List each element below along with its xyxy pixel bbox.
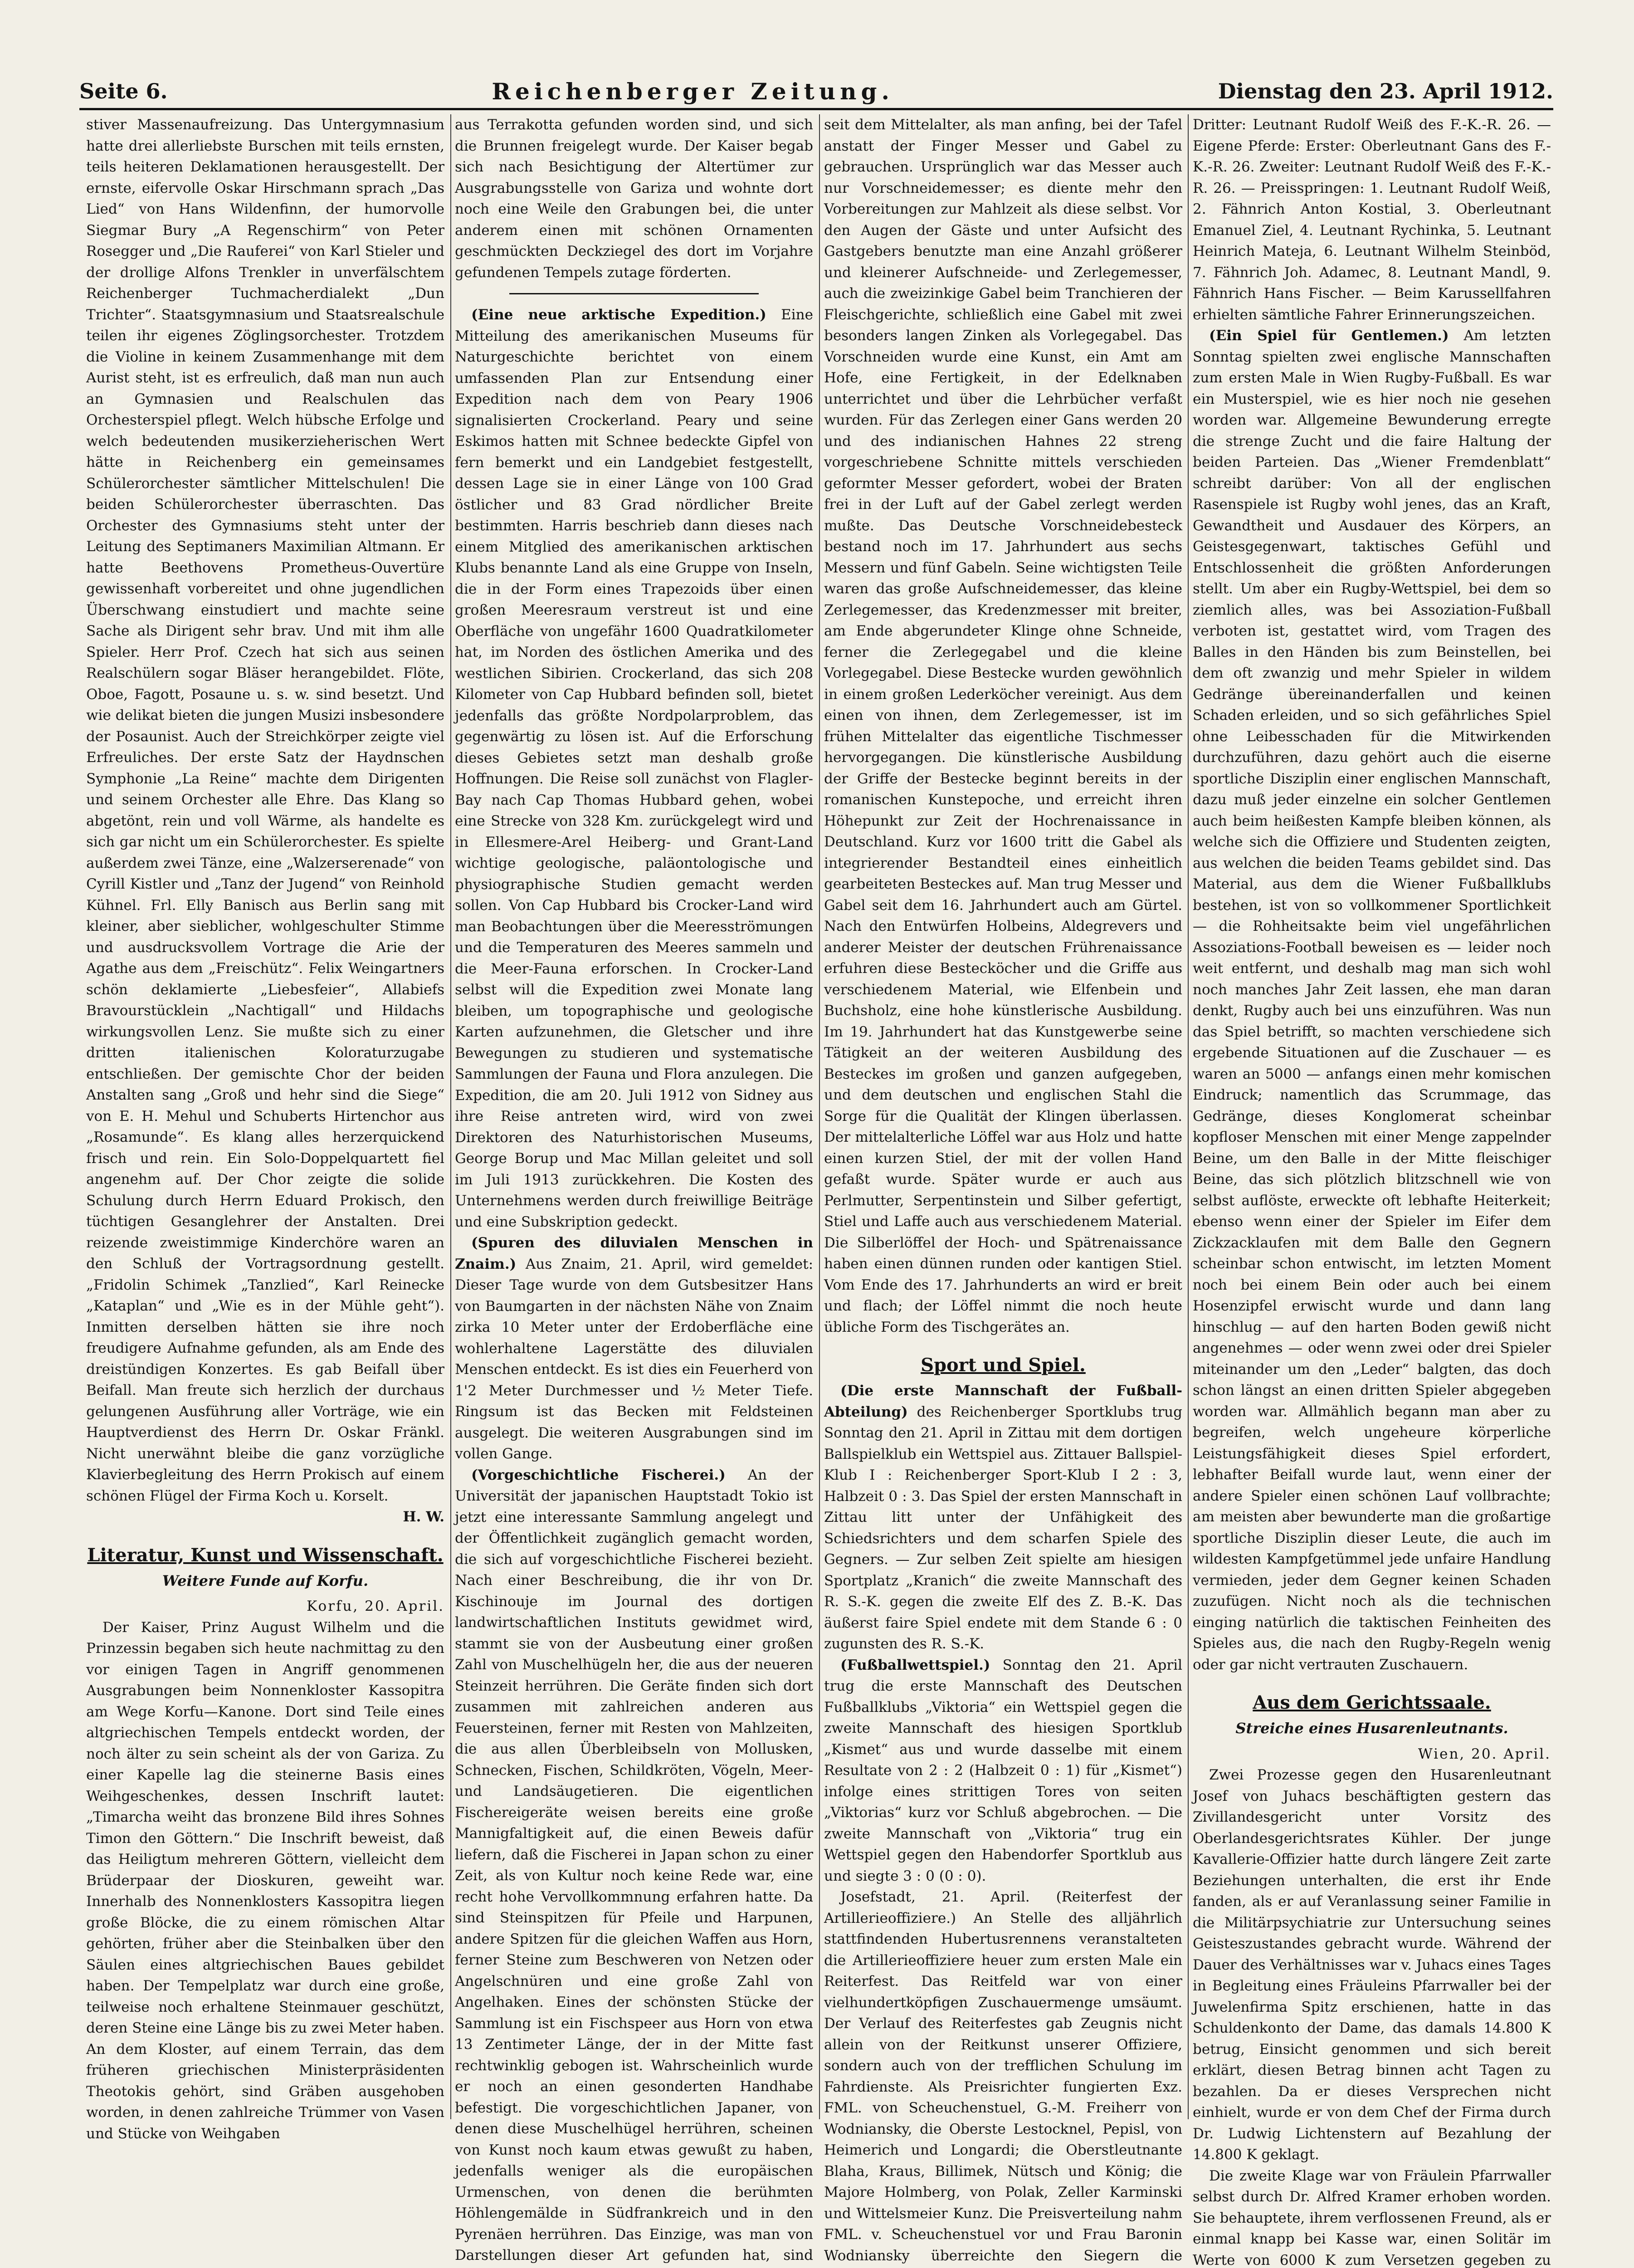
column-1 (86, 114, 444, 2119)
article-headline: (Spuren des diluvialen Menschen in Znaim.) (455, 1235, 813, 1272)
article-signature: H. W. (86, 1506, 444, 1528)
page-header (79, 77, 1553, 105)
separator-rule (509, 293, 759, 294)
article-headline: (Die erste Mannschaft der Fußball-Abteilung) (824, 1383, 1182, 1420)
column-divider (450, 114, 451, 2119)
article-headline: (Fußballwettspiel.) (840, 1657, 990, 1673)
article-text: Josefstadt, 21. April. (Reiterfest der Artillerieoffiziere.) An Stelle des alljährlich stattfindenden Hubertusrennens veranstalteten die Artillerieoffiziere heuer zum ersten Male ein Reiterfest. Das Reitfeld war von einer vielhundertköpfigen Zuschauermenge umsäumt. Der Verlauf des Reiterfestes gab Zeugnis nicht allein von der Reitkunst unserer Offiziere, sondern auch von der trefflichen Schulung im Fahrdienste. Als Preisrichter fungierten Exz. FML. von Scheuchenstuel, G.-M. Freiherr von Wodniansky, die Oberste Lestocknel, Pepisl, von Heimerich und Longardi; die Oberstleutnante Blaha, Kraus, Billimek, Nütsch und König; die Majore Holmberg, von Polak, Zeller Karminski und Wittelsmeier Kunz. Die Preisverteilung nahm FML. v. Scheuchenstuel vor und Frau Baronin Wodniansky überreichte den Siegern die (824, 1887, 1182, 2268)
article-text: seit dem Mittelalter, als man anfing, bei der Tafel anstatt der Finger Messer und Gabel zu gebrauchen. Ursprünglich war das Messer auch nur Vorschneidemesser; es diente mehr den Vorbereitungen zur Mahlzeit als diese selbst. Vor den Augen der Gäste und unter Aufsicht des Gastgebers benutzte man eine Anzahl größerer und kleinerer Aufschneide- und Zerlegemesser, auch die zweizinkige Gabel beim Tranchieren der Fleischgerichte, schließlich eine Gabel mit zwei besonders langen Zinken als Vorlegegabel. Das Vorschneiden wurde eine Kunst, ein Amt am Hofe, eine Fertigkeit, in der Edelknaben unterrichtet und über die Lehrbücher verfaßt wurden. Für das Zerlegen einer Gans werden 20 und des indianischen Hahnes 22 streng vorgeschriebene Schnitte mittels verschieden geformter Messer gefordert, wobei der Braten frei in der Luft auf der Gabel zerlegt werden mußte. Das Deutsche Vorschneidebesteck bestand noch im 17. Jahrhundert aus sechs Messern und fünf Gabeln. Seine wichtigsten Teile waren das große Aufschneidemesser, das kleine Zerlegemesser, das Kredenzmesser mit breiter, am Ende abgerundeter Klinge ohne Schneide, ferner die Zerlegegabel und die kleine Vorlegegabel. Diese Bestecke wurden gewöhnlich in einem großen Lederköcher vereinigt. Aus dem einen von ihnen, dem Zerlegemesser, ist im frühen Mittelalter das eigentliche Tischmesser hervorgegangen. Die künstlerische Ausbildung der Griffe der Bestecke beginnt bereits in der romanischen Kunstepoche, und erreicht ihren Höhepunkt zur Zeit der Hochrenaissance in Deutschland. Kurz vor 1600 tritt die Gabel als integrierender Bestandteil eines einheitlich gearbeiteten Besteckes auf. Man trug Messer und Gabel seit dem 16. Jahrhundert auch am Gürtel. Nach den Entwürfen Holbeins, Aldegrevers und anderer Meister der deutschen Frührenaissance erfuhren diese Bestecköcher und die Griffe aus verschiedenem Material, wie Elfenbein und Buchsholz, eine hohe künstlerische Ausbildung. Im 19. Jahrhundert hat das Kunstgewerbe seine Tätigkeit an der weiteren Ausbildung des Besteckes im großen und ganzen aufgegeben, und dem deutschen und englischen Stahl die Sorge für die Qualität der Klingen überlassen. Der mittelalterliche Löffel war aus Holz und hatte einen kurzen Stiel, der mit der vollen Hand gefaßt wurde. Später wurde er auch aus Perlmutter, Serpentinstein und Silber gefertigt, Stiel und Laffe auch aus verschiedenem Material. Die Silberlöffel der Hoch- und Spätrenaissance haben einen dünnen runden oder kantigen Stiel. Vom Ende des 17. Jahrhunderts an wird er breit und flach; der Löffel nimmt die noch heute übliche Form des Tischgerätes an. (824, 114, 1182, 1338)
article-text: Zwei Prozesse gegen den Husarenleutnant Josef von Juhacs beschäftigten gestern das Zivillandesgericht unter Vorsitz des Oberlandesgerichtsrates Kühler. Der junge Kavallerie-Offizier hatte durch längere Zeit zarte Beziehungen unterhalten, die erst ihr Ende fanden, als er auf Veranlassung seiner Familie in die Militärpsychiatrie zur Untersuchung seines Geisteszustandes gebracht wurde. Während der Dauer des Verhältnisses war v. Juhacs eines Tages in Begleitung eines Fräuleins Pfarrwaller bei der Juwelenfirma Spitz erschienen, hatte in das Schuldenkonto der Dame, das damals 14.800 K betrug, Einsicht genommen und sich bereit erklärt, diesen Betrag binnen acht Tagen zu bezahlen. Da er dieses Versprechen nicht einhielt, wurde er von dem Chef der Firma durch Dr. Ludwig Lichtenstern auf Bezahlung der 14.800 K geklagt. (1193, 1765, 1551, 2165)
article-text: Am letzten Sonntag spielten zwei englische Mannschaften zum ersten Male in Wien Rugby-Fußball. Es war ein Musterspiel, wie es hier noch nie gesehen worden war. Allgemeine Bewunderung erregte die strenge Zucht und die faire Haltung der beiden Parteien. Das „Wiener Fremdenblatt“ schreibt darüber: Von all der englischen Rasenspiele ist Rugby wohl jenes, das an Kraft, Gewandtheit und Ausdauer des Körpers, an Geistesgegenwart, taktisches Gefühl und Entschlossenheit die größten Anforderungen stellt. Um aber ein Rugby-Wettspiel, bei dem so ziemlich alles, was bei Assoziation-Fußball verboten ist, gestattet wird, vom Tragen des Balles in den Händen bis zum Beinstellen, bei dem oft zwanzig und mehr Spieler in wildem Gedränge übereinanderfallen und keinen Schaden erleiden, und so sich gefährliches Spiel ohne Leibesschaden für die Mitwirkenden durchzuführen, dazu gehört auch die eiserne sportliche Disziplin einer englischen Mannschaft, dazu muß jeder einzelne ein solcher Gentlemen auch beim heißesten Kampfe bleiben können, als welche sich die Offiziere und Studenten zeigten, aus welchen die beiden Teams gebildet sind. Das Material, aus dem die Wiener Fußballklubs bestehen, ist von so vollkommener Sportlichkeit — die Rohheitsakte beim viel ungefährlichen Assoziations-Football beweisen es — leider noch weit entfernt, und deshalb mag man sich wohl noch manches Jahr Zeit lassen, ehe man daran denkt, Rugby auch bei uns einzuführen. Was nun das Spiel betrifft, so machten verschiedene sich ergebende Situationen auf die Zuschauer — es waren an 5000 — anfangs einen mehr komischen Eindruck; namentlich das Scrummage, das Gedränge, dieses Konglomerat scheinbar kopfloser Menschen mit einer Menge zappelnder Beine, um den Balle in der Mitte fleischiger Beine, das sich plötzlich blitzschnell wie von selbst auflöste, erweckte oft lebhafte Heiterkeit; ebenso wenn einer der Spieler im Eifer dem Zickzacklaufen mit dem Balle den Gegnern scheinbar schon entwischt, im letzten Moment noch bei einem Bein oder auch bei einem Hosenzipfel erwischt wurde und dann lang hinschlug — auf den harten Boden gewiß nicht angenehmes — oder wenn zwei oder drei Spieler miteinander um den „Leder“ balgten, das doch schon längst an einen dritten Spieler abgegeben worden war. Allmählich begann man aber zu begreifen, welch ungeheure körperliche Leistungsfähigkeit dieses Spiel erfordert, lebhafter Beifall wurde laut, wenn einer der andere Spieler einen schönen Lauf vollbrachte; am meisten aber bewunderte man die großartige sportliche Disziplin dieser Leute, die auch im wildesten Kampfgetümmel jede unfaire Handlung vermieden, jeder dem Gegner keinen Schaden zuzufügen. Nicht noch als die technischen einging natürlich die taktischen Feinheiten des Spieles aus, die nach den Rugby-Regeln wenig oder gar nicht vertrauten Zuschauern. (1193, 327, 1551, 1673)
article-text: stiver Massenaufreizung. Das Untergymnasium hatte drei allerliebste Burschen mit teils ernsten, teils heiteren Deklamationen herausgestellt. Der ernste, eifervolle Oskar Hirschmann sprach „Das Lied“ von Hans Wildenfinn, der humorvolle Siegmar Bury „A Regenschirm“ von Peter Rosegger und „Die Rauferei“ von Karl Stieler und der drollige Alfons Trenkler in unverfälschtem Reichenberger Tuchmacherdialekt „Dun Trichter“. Staatsgymnasium und Staatsrealschule teilen ihr eigenes Zöglingsorchester. Trotzdem die Violine in keinem Zusammenhange mit dem Aurist steht, ist es erfreulich, daß man nun auch an Gymnasien und Realschulen das Orchesterspiel pflegt. Welch hübsche Erfolge und welch bedeutenden musikerzieherischen Wert hätte in Reichenberg ein gemeinsames Schülerorchester sämtlicher Mittelschulen! Die beiden Schülerorchester überraschten. Das Orchester des Gymnasiums steht unter der Leitung des Septimaners Maximilian Altmann. Er hatte Beethovens Prometheus-Ouvertüre gewissenhaft vorbereitet und ohne jugendlichen Überschwang einstudiert und machte seine Sache als Dirigent sehr brav. Und mit ihm alle Spieler. Herr Prof. Czech hat sich aus seinen Realschülern sogar Bläser herangebildet. Flöte, Oboe, Fagott, Posaune u. s. w. sind besetzt. Und wie delikat bieten die jungen Musizi insbesondere der Posaunist. Auch der Streichkörper zeigte viel Erfreuliches. Der erste Satz der Haydnschen Symphonie „La Reine“ machte dem Dirigenten und seinem Orchester alle Ehre. Das Klang so abgetönt, rein und voll Wärme, als handelte es sich gar nicht um ein Schülerorchester. Es spielte außerdem zwei Tänze, eine „Walzerserenade“ von Cyrill Kistler und „Tanz der Jugend“ von Reinhold Kühnel. Frl. Elly Banisch aus Berlin sang mit kleiner, aber sieblicher, wohlgeschulter Stimme und ausdrucksvollem Vortrage die Arie der Agathe aus dem „Freischütz“. Felix Weingartners schön deklamierte „Liebesfeier“, Allabiefs Bravourstücklein „Nachtigall“ und Hildachs wirkungsvollen Lenz. Sie mußte sich zu einer dritten italienischen Koloraturzugabe entschließen. Der gemischte Chor der beiden Anstalten sang „Groß und hehr sind die Siege“ von E. H. Mehul und Schuberts Hirtenchor aus „Rosamunde“. Es klang alles herzerquickend frisch und rein. Ein Solo-Doppelquartett fiel angenehm auf. Der Chor zeigte die solide Schulung durch Herrn Eduard Prokisch, den tüchtigen Gesanglehrer der Anstalten. Drei reizende zweistimmige Kinderchöre waren an den Schluß der Vortragsordnung gestellt. „Fridolin Schimek „Tanzlied“, Karl Reinecke „Kataplan“ und „Wie es in der Mühle geht“). Inmitten derselben hätten sie ihre noch freudigere Aufnahme gefunden, als am Ende des dreistündigen Konzertes. Es gab Beifall über Beifall. Man freute sich herzlich der durchaus gelungenen Ausführung aller Vorträge, wie ein Hauptverdienst des Herrn Dr. Oskar Fränkl. Nicht unerwähnt bleibe die ganz vorzügliche Klavierbegleitung des Herrn Prokisch auf einem schönen Flügel der Firma Koch u. Korselt. (86, 114, 444, 1506)
masthead-title: Reichenberger Zeitung. (492, 78, 893, 105)
article-text: des Reichenberger Sportklubs trug Sonntag den 21. April in Zittau mit dem dortigen Ballspielklub ein Wettspiel aus. Zittauer Ballspiel-Klub I : Reichenberger Sport-Klub I 2 : 3, Halbzeit 0 : 3. Das Spiel der ersten Mannschaft in Zittau litt unter der Unfähigkeit des Schiedsrichters und dem scharfen Spiele des Gegners. — Zur selben Zeit spielte am hiesigen Sportplatz „Kranich“ die zweite Mannschaft des R. S.-K. gegen die zweite Elf des Z. B.-K. Das äußerst faire Spiel endete mit dem Stande 6 : 0 zugunsten des R. S.-K. (824, 1404, 1182, 1652)
article-text: Eine Mitteilung des amerikanischen Museums für Naturgeschichte berichtet von einem umfassenden Plan zur Entsendung einer Expedition nach dem von Peary 1906 signalisierten Crockerland. Peary und seine Eskimos hatten mit Schnee bedeckte Gipfel von fern bemerkt und ein Landgebiet festgestellt, dessen Lage sie in einer Länge von 100 Grad östlicher und 83 Grad nördlicher Breite bestimmten. Harris beschrieb dann dieses nach einem Mitglied des amerikanischen arktischen Klubs benannte Land als eine Gruppe von Inseln, die in der Form eines Trapezoids über einen großen Meeresraum verstreut ist und eine Oberfläche von ungefähr 1600 Quadratkilometer hat, im Norden des östlichen Amerika und des westlichen Sibirien. Crockerland, das sich 208 Kilometer von Cap Hubbard befinden soll, bietet jedenfalls das größte Nordpolarproblem, das gegenwärtig zu lösen ist. Auf die Erforschung dieses Gebietes setzt man deshalb große Hoffnungen. Die Reise soll zunächst von Flagler-Bay nach Cap Thomas Hubbard gehen, wobei eine Strecke von 328 Km. zurückgelegt wird und in Ellesmere-Arel Heiberg- und Grant-Land wichtige geologische, paläontologische und physiographische Studien gemacht werden sollen. Von Cap Hubbard bis Crocker-Land wird man Beobachtungen über die Meeresströmungen und die Temperaturen des Meeres sammeln und die Meer-Fauna erforschen. In Crocker-Land selbst will die Expedition zwei Monate lang bleiben, um topographische und geologische Karten aufzunehmen, die Gletscher und ihre Bewegungen zu studieren und systematische Sammlungen der Fauna und Flora anzulegen. Die Expedition, die am 20. Juli 1912 von Sidney aus ihre Reise antreten wird, wird von zwei Direktoren des Naturhistorischen Museums, George Borup und Mac Millan geleitet und soll im Juli 1913 zurückkehren. Die Kosten des Unternehmens werden durch freiwillige Beiträge und eine Subskription gedeckt. (455, 307, 813, 1230)
article-text: Der Kaiser, Prinz August Wilhelm und die Prinzessin begaben sich heute nachmittag zu den vor einigen Tagen in Angriff genommenen Ausgrabungen beim Nonnenkloster Kassopitra am Wege Korfu—Kanone. Dort sind Teile eines altgriechischen Tempels entdeckt worden, der noch älter zu sein scheint als der von Gariza. Zu einer Kapelle lag die steinerne Basis eines Weihgeschenkes, dessen Inschrift lautet: „Timarcha weiht das bronzene Bild ihres Sohnes Timon den Göttern.“ Die Inschrift beweist, daß das Heiligtum mehreren Göttern, vielleicht dem Brüderpaar der Dioskuren, geweiht war. Innerhalb des Nonnenklosters Kassopitra liegen große Blöcke, die zu einem römischen Altar gehörten, früher aber die Steinbalken über den Säulen eines altgriechischen Baues gebildet haben. Der Tempelplatz war durch eine große, teilweise noch erhaltene Steinmauer geschützt, deren Steine eine Länge bis zu zwei Meter haben. An dem Kloster, auf einem Terrain, das dem früheren griechischen Ministerpräsidenten Theotokis gehört, sind Gräben ausgehoben worden, in denen zahlreiche Trümmer von Vasen und Stücke von Weihgaben (86, 1617, 444, 2145)
article-text: Aus Znaim, 21. April, wird gemeldet: Dieser Tage wurde von dem Gutsbesitzer Hans von Baumgarten in der nächsten Nähe von Znaim zirka 10 Meter unter der Erdoberfläche eine wohlerhaltene Lagerstätte des diluvialen Menschen entdeckt. Es ist dies ein Feuerherd von 1'2 Meter Durchmesser und ½ Meter Tiefe. Ringsum ist das Becken mit Feldsteinen ausgelegt. Die weiteren Ausgrabungen sind im vollen Gange. (455, 1256, 813, 1462)
article-text: Die zweite Klage war von Fräulein Pfarrwaller selbst durch Dr. Alfred Kramer erhoben worden. Sie behauptete, ihrem verflossenen Freund, als er einmal knapp bei Kasse war, einen Solitär im Werte von 6000 K zum Versetzen gegeben zu (1193, 2165, 1551, 2268)
column-divider (1188, 114, 1189, 2119)
article-text: Sonntag den 21. April trug die erste Mannschaft des Deutschen Fußballklubs „Viktoria“ ein Wettspiel gegen die zweite Mannschaft des hiesigen Sportklub „Kismet“ aus und wurde dasselbe mit einem Resultate von 2 : 2 (Halbzeit 0 : 1) für „Kismet“) infolge eines strittigen Tores von seiten „Viktorias“ kurz vor Schluß abgebrochen. — Die zweite Mannschaft von „Viktoria“ trug ein Wettspiel gegen den Habendorfer Sportklub aus und siegte 3 : 0 (0 : 0). (824, 1657, 1182, 1884)
page-number: Seite 6. (79, 79, 168, 103)
article-headline: (Eine neue arktische Expedition.) (471, 307, 766, 323)
column-3 (824, 114, 1182, 2119)
column-2 (455, 114, 813, 2119)
article-headline: Weitere Funde auf Korfu. (86, 1570, 444, 1592)
dateline: Wien, 20. April. (1193, 1744, 1551, 1765)
section-heading: Aus dem Gerichtssaale. (1193, 1691, 1551, 1715)
article-headline: Streiche eines Husarenleutnants. (1193, 1718, 1551, 1739)
article-text: aus Terrakotta gefunden worden sind, und sich die Brunnen freigelegt wurde. Der Kaiser begab sich nach Besichtigung der Altertümer zur Ausgrabungsstelle von Gariza und wohnte dort noch eine Weile den Grabungen bei, die unter anderem einen mit schönen Ornamenten geschmückten Deckziegel des dort im Vorjahre gefundenen Tempels zutage förderten. (455, 114, 813, 283)
column-4 (1193, 114, 1551, 2119)
column-divider (819, 114, 820, 2119)
section-heading: Literatur, Kunst und Wissenschaft. (86, 1543, 444, 1568)
article-text: Dritter: Leutnant Rudolf Weiß des F.-K.-R. 26. — Eigene Pferde: Erster: Oberleutnant Gans des F.-K.-R. 26. Zweiter: Leutnant Rudolf Weiß des F.-K.-R. 26. — Preisspringen: 1. Leutnant Rudolf Weiß, 2. Fähnrich Anton Kostial, 3. Oberleutnant Emanuel Ziel, 4. Leutnant Rychinka, 5. Leutnant Heinrich Mateja, 6. Leutnant Wilhelm Steinböd, 7. Fähnrich Joh. Adamec, 8. Leutnant Mandl, 9. Fähnrich Hans Fischer. — Beim Karussellfahren erhielten sämtliche Fahrer Erinnerungszeichen. (1193, 114, 1551, 325)
article-headline: (Vorgeschichtliche Fischerei.) (471, 1467, 726, 1483)
article-headline: (Ein Spiel für Gentlemen.) (1209, 327, 1449, 344)
header-rule (79, 108, 1553, 110)
issue-date: Dienstag den 23. April 1912. (1218, 79, 1553, 103)
dateline: Korfu, 20. April. (86, 1596, 444, 1617)
article-text: An der Universität der japanischen Hauptstadt Tokio ist jetzt eine interessante Sammlung angelegt und der Öffentlichkeit zugänglich gemacht worden, die sich auf vorgeschichtliche Fischerei bezieht. Nach einer Beschreibung, die ihr von Dr. Kischinouje im Journal des dortigen landwirtschaftlichen Instituts gewidmet wird, stammt sie von der Ausbeutung einer großen Zahl von Muschelhügeln her, die aus der neueren Steinzeit herrühren. Die Geräte finden sich dort zusammen mit zahlreichen anderen aus Feuersteinen, ferner mit Resten von Mahlzeiten, die aus allen Überbleibseln von Mollusken, Schnecken, Fischen, Schildkröten, Vögeln, Meer- und Landsäugetieren. Die eigentlichen Fischereigeräte weisen bereits eine große Mannigfaltigkeit auf, die einen Beweis dafür liefern, daß die Fischerei in Japan schon zu einer Zeit, als von Kultur noch keine Rede war, eine recht hohe Vervollkommnung erfahren hatte. Da sind Steinspitzen für Pfeile und Harpunen, andere Spitzen für die gleichen Waffen aus Horn, ferner Steine zum Beschweren von Netzen oder Angelschnüren und eine große Zahl von Angelhaken. Eines der schönsten Stücke der Sammlung ist ein Fischspeer aus Horn von etwa 13 Zentimeter Länge, der in der Mitte fast rechtwinklig gebogen ist. Wahrscheinlich wurde er noch an einen gesonderten Handhabe befestigt. Die vorgeschichtlichen Japaner, von denen diese Muschelhügel herrühren, scheinen von Kunst noch kaum etwas gewußt zu haben, jedenfalls weniger als die europäischen Urmenschen, von denen die berühmten Höhlengemälde in Südfrankreich und in den Pyrenäen herrühren. Das Einzige, was man von Darstellungen dieser Art gefunden hat, sind (455, 1467, 813, 2268)
section-heading: Sport und Spiel. (824, 1353, 1182, 1378)
